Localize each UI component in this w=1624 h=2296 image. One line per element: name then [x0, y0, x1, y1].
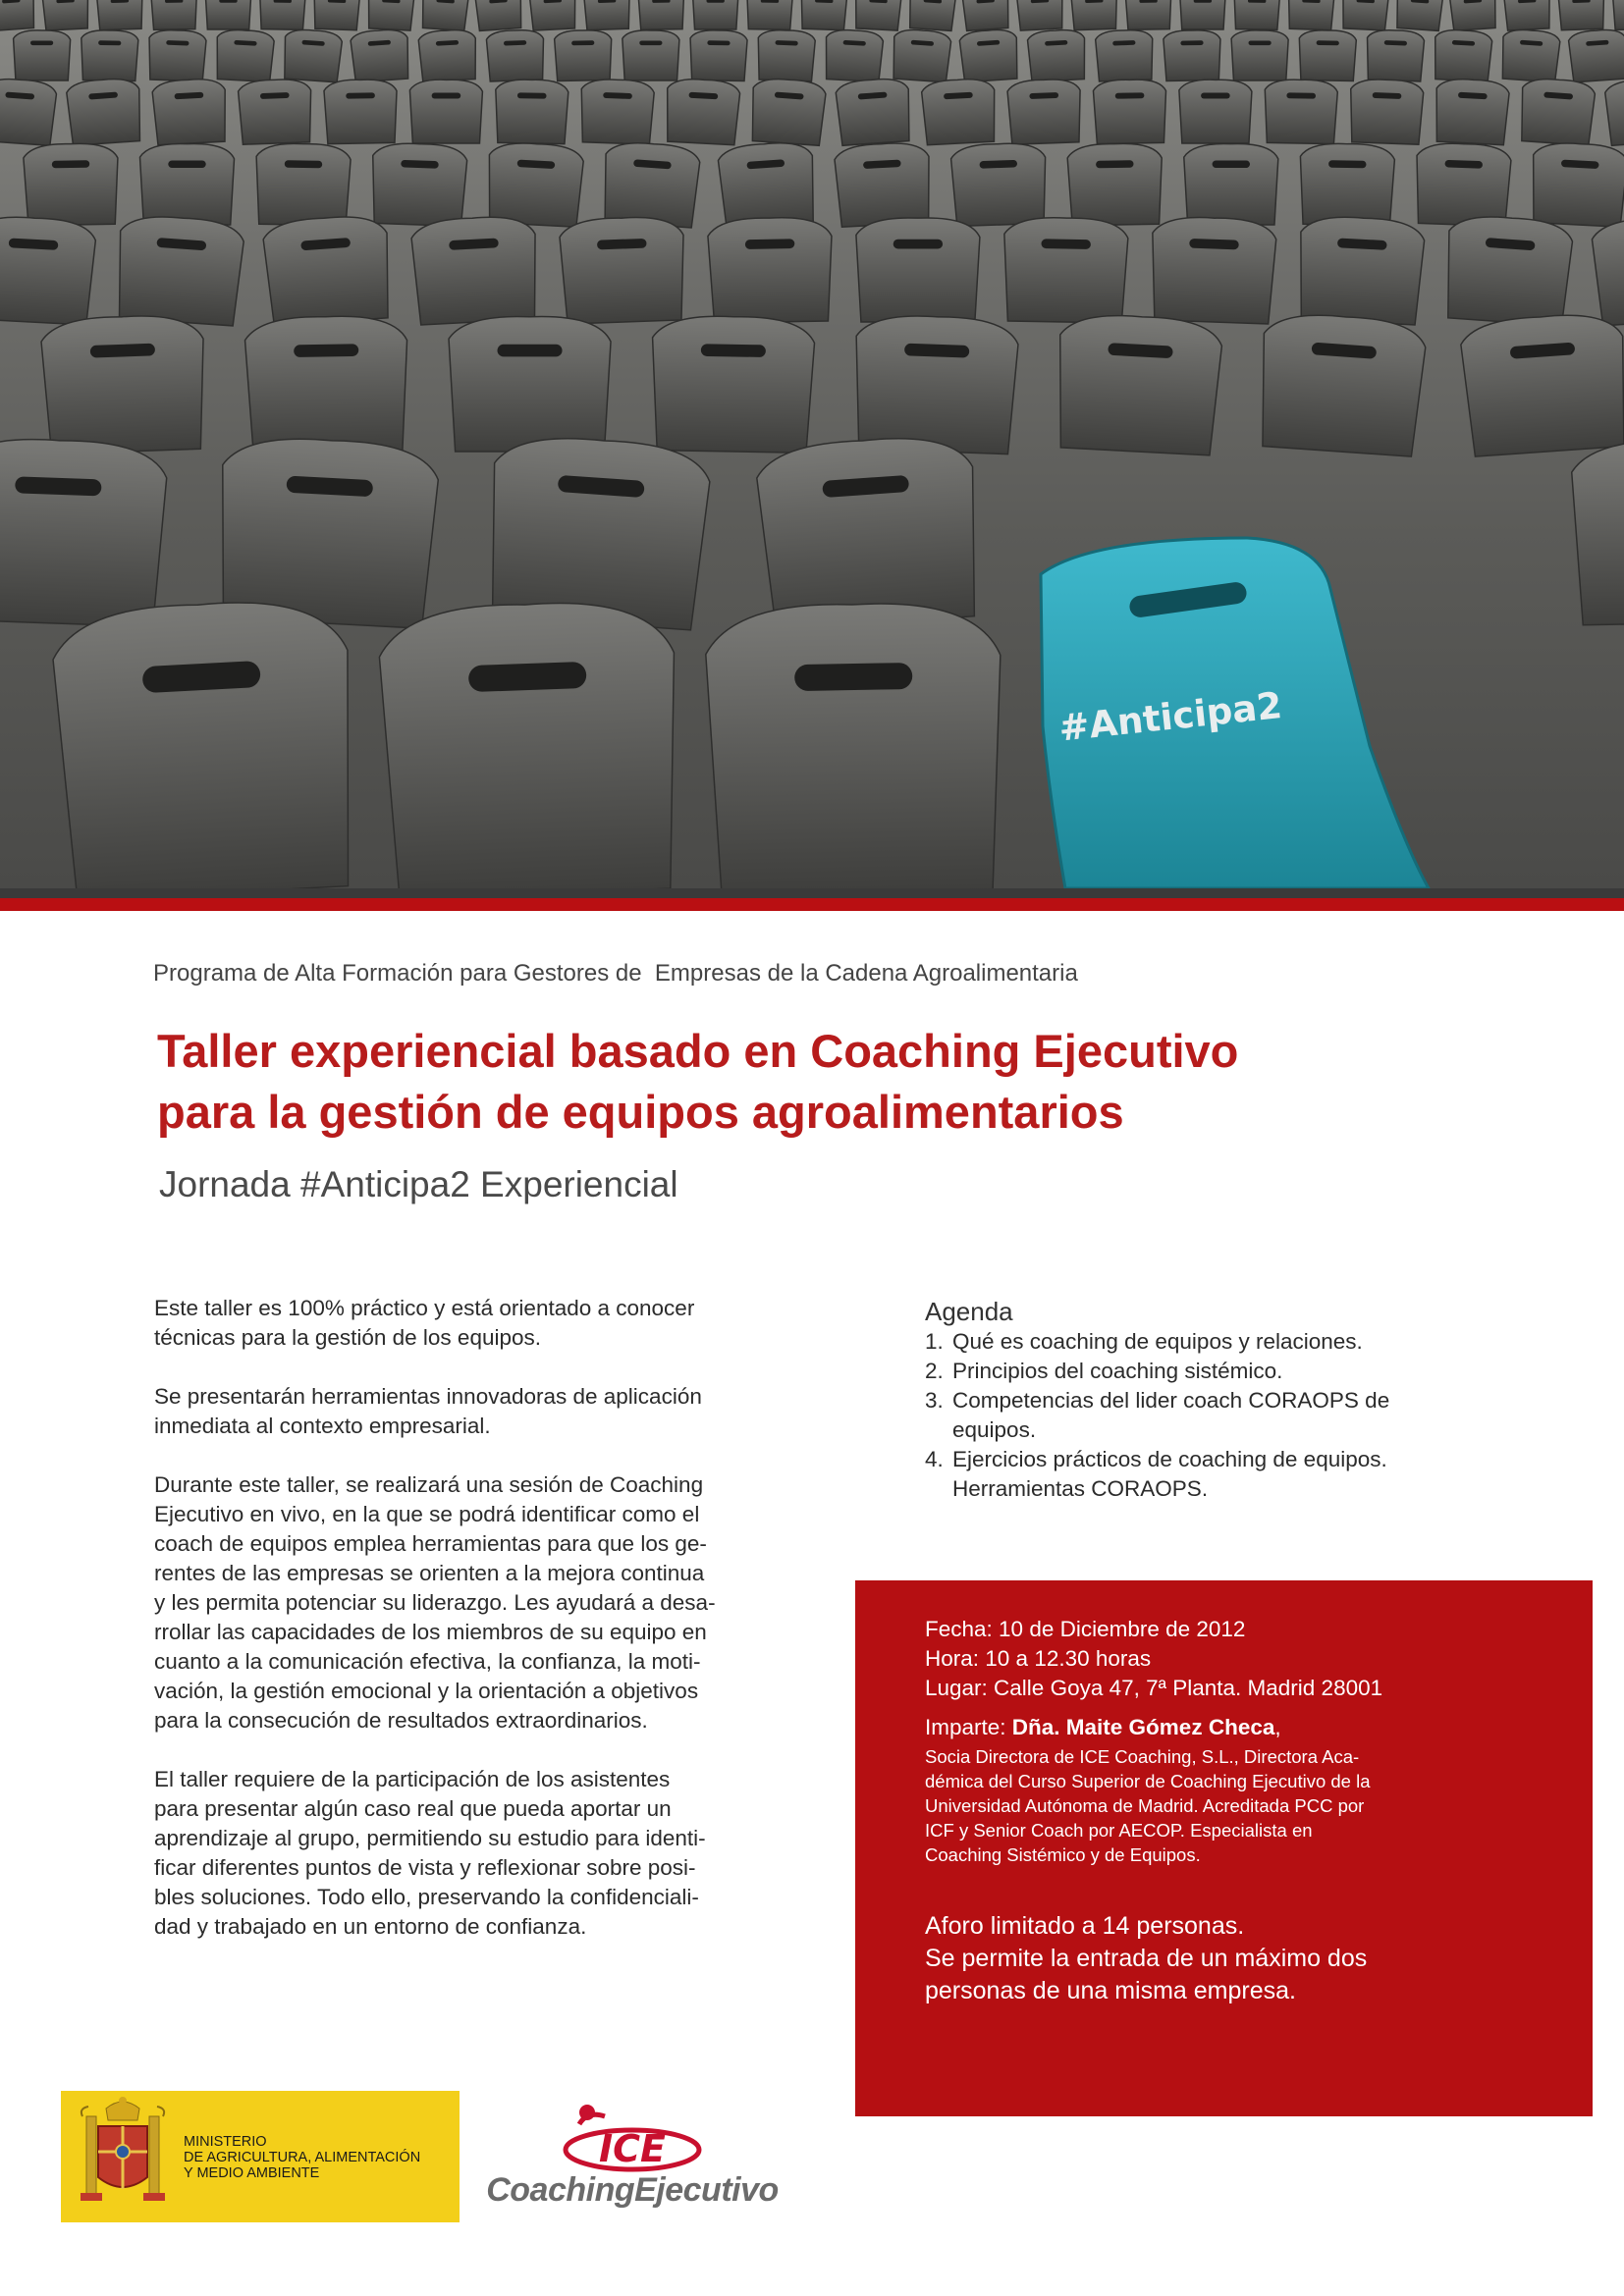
- grey-chair: [1264, 80, 1337, 144]
- grey-chair: [283, 28, 343, 82]
- grey-chair: [1604, 78, 1624, 146]
- grey-chair: [1055, 312, 1223, 455]
- grey-chair: [378, 599, 682, 888]
- grey-chair: [1519, 78, 1596, 146]
- grey-chair: [705, 602, 1004, 888]
- bio-line: démica del Curso Superior de Coaching Ejecutivo de la: [925, 1771, 1371, 1791]
- chair-handle-slot: [504, 40, 526, 45]
- speaker-comma: ,: [1274, 1715, 1281, 1739]
- bio-line: Socia Directora de ICE Coaching, S.L., Directora Aca-: [925, 1746, 1360, 1767]
- capacity-line: Se permite la entrada de un máximo dos: [925, 1945, 1368, 1972]
- grey-chair: [1449, 0, 1497, 31]
- grey-chair: [370, 142, 467, 227]
- body-line: cuanto a la comunicación efectiva, la confianza, la moti-: [154, 1649, 701, 1674]
- agenda-item-line: Qué es coaching de equipos y relaciones.: [952, 1329, 1363, 1354]
- chair-handle-slot: [274, 0, 292, 3]
- chair-handle-slot: [168, 160, 205, 168]
- agenda-item: [925, 1445, 1475, 1504]
- grey-chair: [1164, 29, 1221, 80]
- chair-handle-slot: [498, 345, 563, 357]
- grey-chair: [324, 80, 398, 144]
- chair-handle-slot: [1180, 40, 1203, 45]
- grey-chair: [409, 80, 482, 143]
- chair-handle-slot: [597, 239, 647, 249]
- chair-handle-slot: [794, 663, 912, 691]
- grey-chair: [755, 433, 983, 630]
- grey-chair: [856, 218, 980, 322]
- speaker-bio: [925, 1744, 1514, 1867]
- chair-handle-slot: [1112, 40, 1135, 45]
- body-line: ficar diferentes puntos de vista y reflexionar sobre posi-: [154, 1855, 696, 1880]
- event-date: Fecha: 10 de Diciembre de 2012: [925, 1617, 1246, 1641]
- grey-chair: [1571, 439, 1624, 625]
- grey-chair: [579, 79, 654, 144]
- chair-handle-slot: [1139, 0, 1157, 3]
- chair-handle-slot: [346, 92, 375, 98]
- grey-chair: [529, 0, 576, 30]
- grey-chair: [852, 314, 1019, 454]
- body-line: para presentar algún caso real que pueda aportar un: [154, 1796, 672, 1821]
- grey-chair: [718, 140, 818, 228]
- grey-chair: [486, 141, 584, 227]
- chair-handle-slot: [15, 476, 102, 496]
- capacity-line: personas de una misma empresa.: [925, 1977, 1296, 2004]
- agenda-item-line: equipos.: [952, 1417, 1037, 1442]
- grey-chair: [0, 0, 35, 31]
- body-paragraph: [154, 1765, 783, 1942]
- grey-chair: [1231, 30, 1288, 80]
- grey-chair: [495, 80, 568, 144]
- chair-handle-slot: [1189, 239, 1239, 249]
- body-line: dad y trabajado en un entorno de confianza.: [154, 1914, 587, 1939]
- grey-chair: [1443, 214, 1574, 327]
- chair-handle-slot: [1096, 160, 1134, 168]
- title-line: Taller experiencial basado en Coaching Ejecutivo: [157, 1025, 1239, 1077]
- capacity-line: Aforo limitado a 14 personas.: [925, 1912, 1245, 1940]
- grey-chair: [367, 0, 414, 30]
- chair-handle-slot: [652, 0, 670, 3]
- chair-handle-slot: [260, 92, 290, 99]
- body-line: bles soluciones. Todo ello, preservando la confidenciali-: [154, 1885, 699, 1909]
- grey-chair: [1504, 0, 1551, 30]
- chair-handle-slot: [294, 344, 358, 357]
- grey-chair: [854, 0, 901, 30]
- svg-text:ICE: ICE: [599, 2127, 666, 2170]
- body-line: vación, la gestión emocional y la orientación a objetivos: [154, 1679, 699, 1703]
- chair-handle-slot: [165, 0, 183, 3]
- grey-chair: [1613, 0, 1624, 29]
- grey-chair: [449, 317, 611, 452]
- grey-chair: [255, 143, 351, 226]
- body-line: Durante este taller, se realizará una sesión de Coaching: [154, 1472, 704, 1497]
- chair-handle-slot: [1029, 92, 1058, 99]
- chair-handle-slot: [893, 240, 943, 249]
- divider-red: [0, 898, 1624, 911]
- body-line: rentes de las empresas se orienten a la mejora continua: [154, 1561, 705, 1585]
- body-line: rrollar las capacidades de los miembros de su equipo en: [154, 1620, 707, 1644]
- agenda-list: [925, 1327, 1475, 1504]
- grey-chair: [584, 0, 630, 30]
- grey-chair: [0, 215, 96, 326]
- chair-handle-slot: [1286, 92, 1316, 98]
- grey-chair: [651, 315, 815, 453]
- grey-chair: [24, 143, 119, 226]
- grey-chair: [1256, 311, 1427, 457]
- grey-chair: [1395, 0, 1443, 31]
- chairs-illustration: [0, 0, 1624, 888]
- agenda-item-number: 4.: [925, 1447, 944, 1471]
- chair-handle-slot: [432, 93, 461, 99]
- grey-chair: [1017, 0, 1064, 30]
- capacity-note: [925, 1910, 1514, 2007]
- ministry-logo: [61, 2091, 460, 2222]
- chair-handle-slot: [706, 0, 724, 3]
- grey-chair: [1296, 215, 1425, 326]
- grey-chair: [259, 0, 305, 29]
- teal-chair: [1041, 538, 1429, 888]
- grey-chair: [1459, 311, 1624, 457]
- chair-handle-slot: [1248, 0, 1266, 3]
- ministry-line: Y MEDIO AMBIENTE: [184, 2165, 320, 2181]
- grey-chair: [1299, 29, 1357, 80]
- grey-chair: [1071, 0, 1117, 30]
- body-line: para la consecución de resultados extraordinarios.: [154, 1708, 648, 1733]
- chair-handle-slot: [30, 40, 53, 45]
- grey-chair: [81, 29, 138, 80]
- grey-chair: [708, 217, 834, 323]
- body-paragraph: [154, 1294, 783, 1353]
- body-line: Este taller es 100% práctico y está orientado a conocer: [154, 1296, 695, 1320]
- grey-chair: [1007, 79, 1082, 144]
- grey-chair: [1287, 0, 1333, 30]
- grey-chair: [638, 0, 684, 29]
- grey-chair: [693, 0, 738, 29]
- body-line: y les permita potenciar su liderazgo. Les ayudará a desa-: [154, 1590, 716, 1615]
- grey-chair: [151, 0, 197, 29]
- chair-handle-slot: [707, 40, 730, 45]
- grey-chair: [1150, 216, 1277, 324]
- agenda-item-line: Competencias del lider coach CORAOPS de: [952, 1388, 1390, 1413]
- grey-chair: [757, 29, 816, 81]
- chair-handle-slot: [1249, 40, 1272, 45]
- grey-chair: [1341, 0, 1388, 30]
- program-line: Programa de Alta Formación para Gestores de Empresas de la Cadena Agroalimentaria: [153, 960, 1078, 987]
- agenda-item: [925, 1357, 1475, 1386]
- chair-handle-slot: [1444, 160, 1483, 169]
- grey-chair: [14, 30, 71, 80]
- grey-chair: [418, 28, 478, 81]
- grey-chair: [313, 0, 359, 30]
- grey-chair: [950, 142, 1048, 227]
- ministry-line: DE AGRICULTURA, ALIMENTACIÓN: [184, 2150, 421, 2165]
- grey-chair: [215, 435, 440, 629]
- chair-handle-slot: [1115, 92, 1145, 98]
- grey-chair: [1179, 80, 1252, 143]
- speaker: [925, 1713, 1514, 1742]
- grey-chair: [834, 141, 932, 227]
- grey-chair: [746, 0, 792, 29]
- grey-chair: [824, 28, 884, 81]
- grey-chair: [1184, 144, 1278, 225]
- body-paragraph: [154, 1470, 783, 1735]
- body-line: coach de equipos emplea herramientas para que los ge-: [154, 1531, 707, 1556]
- chair-handle-slot: [745, 239, 795, 249]
- grey-chair: [244, 315, 408, 453]
- grey-chair: [205, 0, 250, 29]
- event-time: Hora: 10 a 12.30 horas: [925, 1646, 1152, 1671]
- grey-chair: [1500, 28, 1560, 82]
- grey-chair: [836, 78, 912, 146]
- speaker-name: Dña. Maite Gómez Checa: [1011, 1715, 1275, 1739]
- grey-chair: [555, 29, 613, 80]
- grey-chair: [623, 30, 679, 80]
- grey-chair: [40, 314, 207, 454]
- chair-handle-slot: [979, 160, 1017, 169]
- grey-chair: [1415, 142, 1512, 227]
- grey-chair: [962, 0, 1010, 31]
- grey-chair: [1067, 143, 1163, 226]
- grey-chair: [215, 28, 275, 81]
- agenda-item-line: Herramientas CORAOPS.: [952, 1476, 1209, 1501]
- body-line: técnicas para la gestión de los equipos.: [154, 1325, 542, 1350]
- grey-chair: [1299, 143, 1394, 226]
- grey-chair: [1558, 0, 1604, 30]
- chair-handle-slot: [1213, 160, 1250, 168]
- chair-handle-slot: [98, 40, 121, 45]
- grey-chair: [665, 78, 740, 145]
- grey-chair: [689, 29, 747, 80]
- divider-dark: [0, 888, 1624, 898]
- grey-chair: [1125, 0, 1171, 29]
- ministry-line: MINISTERIO: [184, 2134, 267, 2150]
- grey-chair: [50, 597, 359, 888]
- ice-wordmark: CoachingEjecutivo: [486, 2171, 779, 2209]
- grey-chair: [749, 78, 826, 146]
- grey-chair: [1093, 80, 1166, 144]
- grey-chair: [959, 28, 1019, 82]
- grey-chair: [1002, 217, 1128, 323]
- agenda-item-line: Ejercicios prácticos de coaching de equipos.: [952, 1447, 1387, 1471]
- chair-handle-slot: [1317, 40, 1339, 45]
- grey-chair: [559, 216, 686, 324]
- speaker-label: Imparte:: [925, 1715, 1012, 1739]
- chair-handle-slot: [775, 40, 797, 45]
- chair-handle-slot: [1194, 0, 1212, 3]
- chair-handle-slot: [761, 0, 779, 3]
- description: [154, 1294, 783, 1971]
- chair-handle-slot: [517, 92, 547, 98]
- grey-chair: [0, 78, 57, 146]
- grey-chair: [1095, 29, 1154, 81]
- agenda-item-line: Principios del coaching sistémico.: [952, 1359, 1283, 1383]
- body-paragraph: [154, 1382, 783, 1441]
- grey-chair: [908, 0, 956, 31]
- hero-photo: [0, 0, 1624, 888]
- grey-chair: [114, 214, 244, 327]
- chair-handle-slot: [1041, 239, 1091, 249]
- grey-chair: [262, 214, 393, 327]
- grey-chair: [1180, 0, 1225, 29]
- body-line: inmediata al contexto empresarial.: [154, 1414, 491, 1438]
- chair-handle-slot: [1384, 40, 1407, 45]
- chair-handle-slot: [401, 160, 439, 169]
- grey-chair: [800, 0, 846, 30]
- grey-chair: [1591, 214, 1624, 327]
- agenda-item-number: 3.: [925, 1388, 944, 1413]
- chair-handle-slot: [90, 344, 155, 358]
- body-line: El taller requiere de la participación de los asistentes: [154, 1767, 671, 1791]
- chair-handle-slot: [285, 160, 323, 168]
- body-line: Ejecutivo en vivo, en la que se podrá identificar como el: [154, 1502, 700, 1526]
- bio-line: Universidad Autónoma de Madrid. Acreditada PCC por: [925, 1795, 1365, 1816]
- bio-line: Coaching Sistémico y de Equipos.: [925, 1844, 1201, 1865]
- chair-handle-slot: [701, 344, 766, 357]
- grey-chair: [152, 78, 228, 145]
- chair-hashtag: #Anticipa2: [1056, 684, 1284, 750]
- grey-chair: [1434, 78, 1509, 145]
- grey-chair: [1568, 28, 1624, 82]
- grey-chair: [892, 28, 951, 82]
- grey-chair: [1349, 79, 1424, 144]
- agenda-item-number: 1.: [925, 1329, 944, 1354]
- chair-handle-slot: [166, 40, 189, 45]
- ice-logo: [485, 2091, 780, 2228]
- grey-chair: [921, 78, 997, 145]
- chair-handle-slot: [1201, 93, 1230, 99]
- grey-chair: [421, 0, 469, 31]
- body-line: aprendizaje al grupo, permitiendo su estudio para identi-: [154, 1826, 706, 1850]
- chair-handle-slot: [639, 40, 662, 45]
- agenda-item: [925, 1327, 1475, 1357]
- grey-chair: [486, 29, 545, 81]
- ministry-name: [184, 2134, 420, 2181]
- event-place: Lugar: Calle Goya 47, 7ª Planta. Madrid 28001: [925, 1676, 1383, 1700]
- chair-handle-slot: [219, 0, 237, 3]
- grey-chair: [475, 0, 523, 31]
- grey-chair: [238, 79, 312, 144]
- chair-handle-slot: [1373, 92, 1402, 99]
- grey-chair: [410, 215, 539, 326]
- agenda: [925, 1296, 1475, 1504]
- event-info-box: [855, 1580, 1593, 2116]
- page-title: [157, 1021, 1512, 1143]
- grey-chair: [1434, 28, 1493, 81]
- chair-handle-slot: [1328, 160, 1367, 168]
- grey-chair: [351, 28, 410, 82]
- chair-handle-slot: [904, 344, 969, 358]
- coat-of-arms-icon: [69, 2091, 177, 2222]
- agenda-heading: Agenda: [925, 1297, 1013, 1326]
- title-line: para la gestión de equipos agroalimentarios: [157, 1086, 1124, 1138]
- grey-chair: [484, 433, 712, 630]
- grey-chair: [42, 0, 89, 30]
- grey-chair: [148, 29, 207, 81]
- body-line: Se presentarán herramientas innovadoras de aplicación: [154, 1384, 702, 1409]
- agenda-item-number: 2.: [925, 1359, 944, 1383]
- ice-mark-icon: [485, 2091, 780, 2179]
- grey-chair: [601, 140, 701, 228]
- chair-handle-slot: [52, 160, 90, 168]
- grey-chair: [0, 437, 168, 627]
- chair-handle-slot: [468, 662, 587, 692]
- grey-chair: [97, 0, 143, 30]
- grey-chair: [1366, 29, 1425, 81]
- grey-chair: [1530, 141, 1624, 227]
- grey-chair: [1234, 0, 1280, 29]
- grey-chair: [140, 144, 235, 225]
- grey-chair: [1027, 28, 1087, 81]
- grey-chair: [66, 78, 142, 146]
- agenda-item: [925, 1386, 1475, 1445]
- bio-line: ICF y Senior Coach por AECOP. Especialista en: [925, 1820, 1313, 1841]
- chair-handle-slot: [571, 40, 594, 45]
- page-subtitle: Jornada #Anticipa2 Experiencial: [159, 1164, 678, 1204]
- chair-handle-slot: [603, 92, 632, 99]
